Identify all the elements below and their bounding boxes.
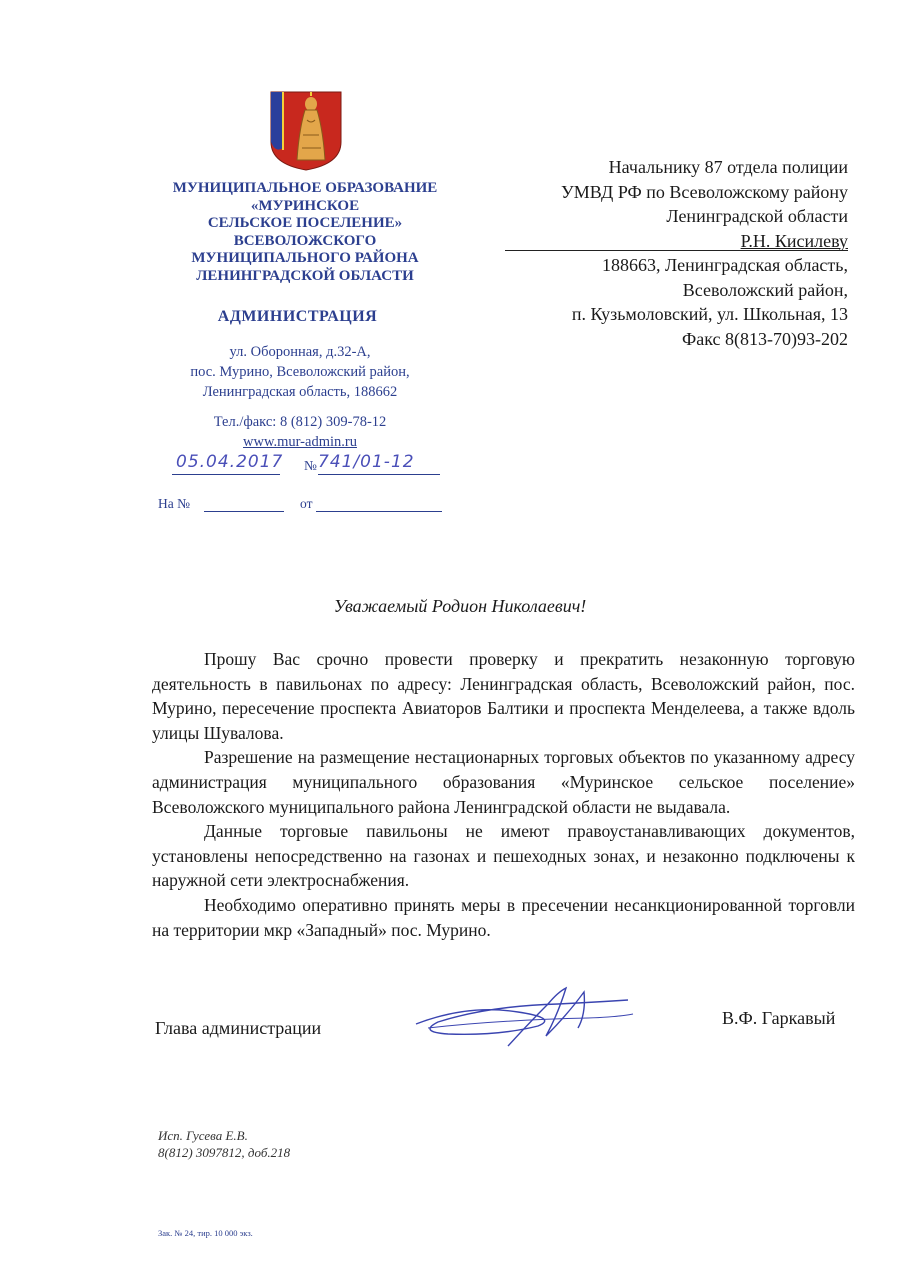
- sender-address: [150, 342, 450, 402]
- website-link[interactable]: www.mur-admin.ru: [243, 434, 357, 450]
- addressee-address-line: 188663, Ленинградская область,: [602, 255, 848, 275]
- paragraph: Необходимо оперативно принять меры в пресечении несанкционированной торговли на территории мкр «Западный» пос. Мурино.: [152, 894, 855, 940]
- addressee-block: [448, 155, 848, 351]
- addressee-fax: Факс 8(813-70)93-202: [682, 328, 848, 349]
- org-line: ЛЕНИНГРАДСКОЙ ОБЛАСТИ: [196, 267, 414, 284]
- executor-name: Исп. Гусева Е.В.: [158, 1128, 248, 1143]
- date-underline: [172, 474, 280, 475]
- phone-fax: Тел./факс: 8 (812) 309-78-12: [213, 414, 387, 430]
- address-line: Ленинградская область, 188662: [202, 384, 398, 400]
- handwritten-signature: [408, 984, 638, 1064]
- paragraph: Прошу Вас срочно провести проверку и прекратить незаконную торговую деятельность в павильонах по адресу: Ленинградская область, Всеволожский район, пос. Мурино, пересечение проспекта Авиаторов Балтики и проспекта Менделеева, а также вдоль улицы Шувалова.: [152, 649, 855, 743]
- handwritten-number: 741/01-12: [318, 452, 415, 472]
- addressee-divider: [505, 250, 848, 251]
- executor-info: [158, 1127, 290, 1161]
- handwritten-date: 05.04.2017: [176, 452, 284, 472]
- org-line: «МУРИНСКОЕ: [250, 197, 360, 214]
- print-order-info: Зак. № 24, тир. 10 000 экз.: [158, 1228, 253, 1238]
- coat-of-arms-emblem: [269, 90, 343, 172]
- sender-contacts: [150, 412, 450, 452]
- addressee-address-line: п. Кузьмоловский, ул. Школьная, 13: [571, 304, 848, 324]
- org-line: МУНИЦИПАЛЬНОЕ ОБРАЗОВАНИЕ: [172, 180, 438, 196]
- letter-body: [152, 647, 855, 942]
- address-line: ул. Оборонная, д.32-А,: [229, 344, 371, 360]
- reply-number-underline: [204, 511, 284, 512]
- org-line: СЕЛЬСКОЕ ПОСЕЛЕНИЕ»: [207, 215, 403, 231]
- administration-heading: АДМИНИСТРАЦИЯ: [217, 308, 378, 325]
- paragraph: Разрешение на размещение нестационарных торговых объектов по указанному адресу администрация муниципального образования «Муринское сельское поселение» Всеволожского муниципального района Ленинградской области не выдавала.: [152, 747, 855, 817]
- organization-name: [140, 180, 470, 285]
- org-line: МУНИЦИПАЛЬНОГО РАЙОНА: [191, 250, 419, 266]
- signatory-name: В.Ф. Гаркавый: [722, 1008, 836, 1028]
- reply-from-label: от: [300, 496, 313, 511]
- executor-phone: 8(812) 3097812, доб.218: [158, 1145, 291, 1160]
- greeting: Уважаемый Родион Николаевич!: [333, 596, 587, 616]
- addressee-address-line: Всеволожский район,: [682, 279, 848, 300]
- number-sign: №: [304, 458, 317, 473]
- addressee-line: Ленинградской области: [666, 206, 848, 226]
- addressee-line: Начальнику 87 отдела полиции: [608, 157, 848, 177]
- org-line: ВСЕВОЛОЖСКОГО: [233, 232, 377, 249]
- number-underline: [318, 474, 440, 475]
- address-line: пос. Мурино, Всеволожский район,: [190, 364, 410, 380]
- paragraph: Данные торговые павильоны не имеют правоустанавливающих документов, установлены непосредственно на газонах и пешеходных зонах, и незаконно подключены к наружной сети электроснабжения.: [152, 821, 855, 891]
- reply-date-underline: [316, 511, 442, 512]
- addressee-name: Р.Н. Кисилеву: [740, 230, 848, 251]
- addressee-line: УМВД РФ по Всеволожскому району: [560, 181, 848, 202]
- reply-number-label: На №: [158, 496, 190, 511]
- signatory-title: Глава администрации: [155, 1018, 322, 1038]
